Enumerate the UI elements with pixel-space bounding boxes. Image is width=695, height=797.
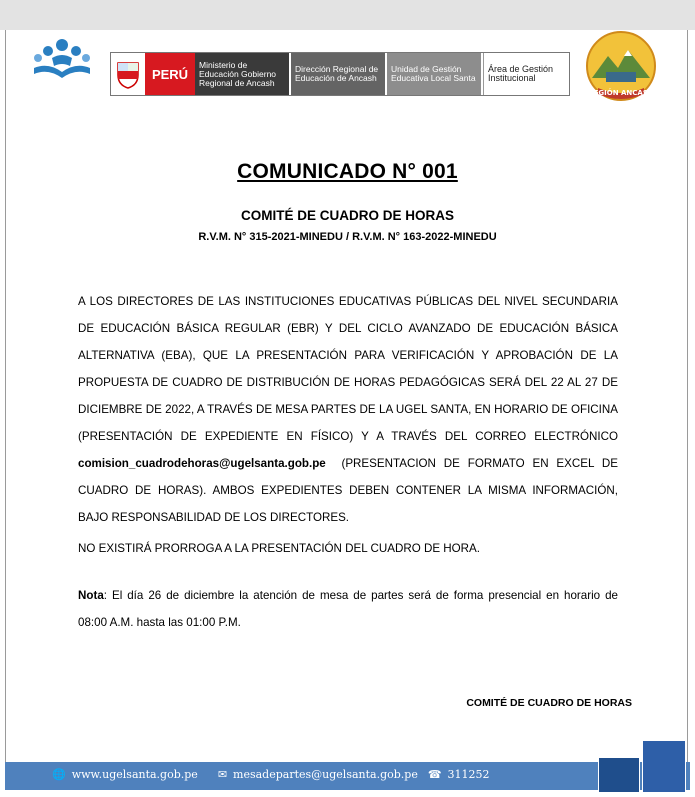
- note-label: Nota: [78, 589, 104, 602]
- region-ancash-logo: [584, 28, 659, 108]
- communique-body: [78, 288, 618, 531]
- peru-label: PERÚ: [145, 53, 195, 95]
- footer-website-link[interactable]: www.ugelsanta.gob.pe: [71, 768, 198, 781]
- institution-banner: [110, 52, 570, 96]
- body-part-1: A LOS DIRECTORES DE LAS INSTITUCIONES EDUCATIVAS PÚBLICAS DEL NIVEL SECUNDARIA DE EDUCACIÓN BÁSICA REGULAR (EBR) Y DEL CICLO AVANZADO DE EDUCACIÓN BÁSICA ALTERNATIVA (EBA), QUE LA PRESENTACIÓN PARA VERIFICACIÓN Y APROBACIÓN DE LA PROPUESTA DE CUADRO DE DISTRIBUCIÓN DE HORAS PEDAGÓGICAS SERÁ DEL 22 AL 27 DE DICIEMBRE DE 2022, A TRAVÉS DE MESA PARTES DE LA UGEL SANTA, EN HORARIO DE OFICINA (PRESENTACIÓN DE EXPEDIENTE EN FÍSICO) Y A TRAVÉS DEL CORREO ELECTRÓNICO: [78, 295, 618, 443]
- globe-icon: 🌐: [52, 768, 66, 781]
- note-paragraph: [78, 582, 618, 636]
- top-bar: [0, 0, 695, 30]
- education-people-icon: [30, 38, 94, 82]
- closing-line: NO EXISTIRÁ PRORROGA A LA PRESENTACIÓN DEL CUADRO DE HORA.: [78, 542, 481, 555]
- body-part-2: (PRESENTACION DE FORMATO EN EXCEL DE CUADRO DE HORAS). AMBOS EXPEDIENTES DEBEN CONTENER LA MISMA INFORMACIÓN, BAJO RESPONSABILIDAD DE LOS DIRECTORES.: [78, 457, 618, 524]
- ministry-band: Ministerio de Educación Gobierno Regional de Ancash: [195, 53, 289, 95]
- note-text: : El día 26 de diciembre la atención de mesa de partes será de forma presencial en horario de 08:00 A.M. hasta las 01:00 P.M.: [78, 589, 618, 629]
- coat-of-arms-icon: [116, 59, 140, 89]
- footer-contacts: [52, 768, 490, 781]
- ugel-band: Unidad de Gestión Educativa Local Santa: [387, 53, 481, 95]
- regional-direction-band: Dirección Regional de Educación de Ancash: [291, 53, 385, 95]
- region-ancash-label: REGIÓN ANCASH: [588, 89, 654, 97]
- mail-icon: ✉: [217, 768, 228, 781]
- document-subtitle: COMITÉ DE CUADRO DE HORAS: [240, 208, 454, 223]
- phone-icon: ☎: [427, 768, 442, 781]
- footer-email-link[interactable]: mesadepartes@ugelsanta.gob.pe: [233, 768, 418, 781]
- document-title: COMUNICADO N° 001: [237, 160, 458, 183]
- footer-decor-square-large: [642, 740, 686, 793]
- footer-phone: 311252: [447, 768, 490, 781]
- signature: COMITÉ DE CUADRO DE HORAS: [466, 697, 632, 709]
- peru-shield: [111, 53, 145, 95]
- footer-decor-square-small: [598, 757, 640, 793]
- commission-email-link[interactable]: comision_cuadrodehoras@ugelsanta.gob.pe: [78, 457, 326, 470]
- area-band: Área de Gestión Institucional: [483, 53, 569, 95]
- document-reference: R.V.M. N° 315-2021-MINEDU / R.V.M. N° 163-2022-MINEDU: [198, 231, 497, 243]
